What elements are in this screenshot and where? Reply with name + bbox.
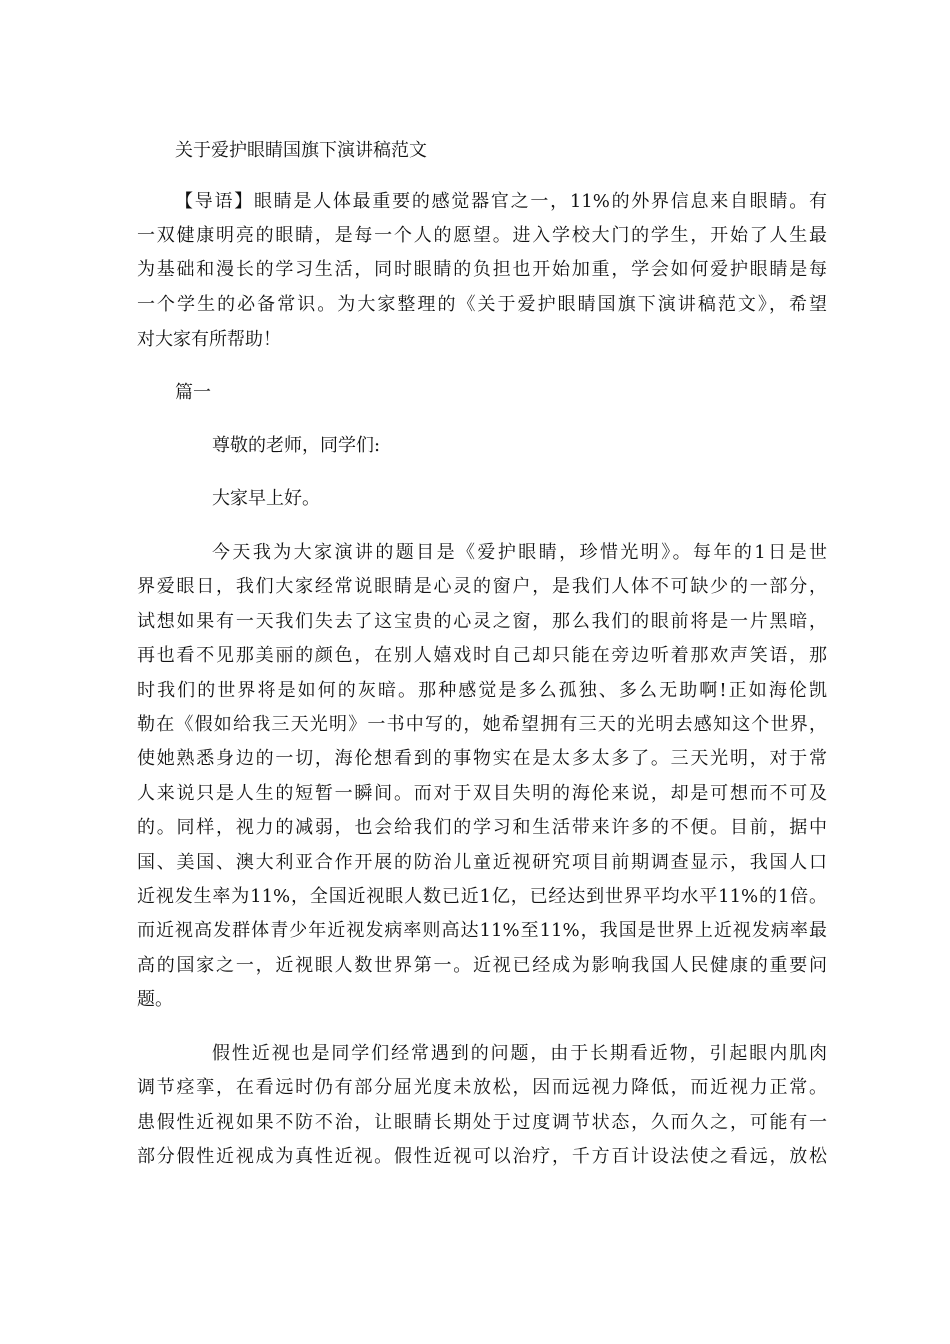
section-heading: 篇一 — [175, 382, 211, 403]
paragraph2-line: 假性近视也是同学们经常遇到的问题，由于长期看近物，引起眼内肌肉 — [212, 1043, 827, 1064]
paragraph1-line: 再也看不见那美丽的颜色，在别人嬉戏时自己却只能在旁边听着那欢声笑语，那 — [137, 645, 827, 666]
intro-line: 【导语】眼睛是人体最重要的感觉器官之一，11%的外界信息来自眼睛。有 — [175, 191, 827, 212]
paragraph1-line: 时我们的世界将是如何的灰暗。那种感觉是多么孤独、多么无助啊!正如海伦凯 — [137, 680, 827, 701]
salutation: 尊敬的老师，同学们: — [212, 435, 381, 456]
paragraph1-line: 试想如果有一天我们失去了这宝贵的心灵之窗，那么我们的眼前将是一片黑暗， — [137, 611, 827, 632]
paragraph1-line: 的。同样，视力的减弱，也会给我们的学习和生活带来许多的不便。目前，据中 — [137, 817, 827, 838]
paragraph1-line: 高的国家之一，近视眼人数世界第一。近视已经成为影响我国人民健康的重要问 — [137, 955, 827, 976]
paragraph2-line: 调节痉挛，在看远时仍有部分屈光度未放松，因而远视力降低，而近视力正常。 — [137, 1077, 827, 1098]
paragraph1-line: 题。 — [137, 989, 173, 1010]
paragraph1-line: 国、美国、澳大利亚合作开展的防治儿童近视研究项目前期调查显示，我国人口 — [137, 852, 827, 873]
document-title: 关于爱护眼睛国旗下演讲稿范文 — [175, 140, 427, 161]
intro-line: 一个学生的必备常识。为大家整理的《关于爱护眼睛国旗下演讲稿范文》，希望 — [137, 294, 827, 315]
paragraph1-line: 而近视高发群体青少年近视发病率则高达11%至11%，我国是世界上近视发病率最 — [137, 920, 827, 941]
paragraph1-line: 使她熟悉身边的一切，海伦想看到的事物实在是太多太多了。三天光明，对于常 — [137, 748, 827, 769]
paragraph2-line: 部分假性近视成为真性近视。假性近视可以治疗，千方百计设法使之看远，放松 — [137, 1146, 827, 1167]
intro-line: 对大家有所帮助！ — [137, 329, 281, 350]
paragraph1-line: 今天我为大家演讲的题目是《爱护眼睛，珍惜光明》。每年的1日是世 — [212, 542, 827, 563]
intro-line: 一双健康明亮的眼睛，是每一个人的愿望。进入学校大门的学生，开始了人生最 — [137, 225, 827, 246]
paragraph1-line: 近视发生率为11%，全国近视眼人数已近1亿，已经达到世界平均水平11%的1倍。 — [137, 886, 827, 907]
paragraph1-line: 人来说只是人生的短暂一瞬间。而对于双目失明的海伦来说，却是可想而不可及 — [137, 783, 827, 804]
paragraph2-line: 患假性近视如果不防不治，让眼睛长期处于过度调节状态，久而久之，可能有一 — [137, 1112, 827, 1133]
intro-line: 为基础和漫长的学习生活，同时眼睛的负担也开始加重，学会如何爱护眼睛是每 — [137, 259, 827, 280]
greeting: 大家早上好。 — [212, 488, 320, 509]
paragraph1-line: 界爱眼日，我们大家经常说眼睛是心灵的窗户，是我们人体不可缺少的一部分， — [137, 576, 827, 597]
paragraph1-line: 勒在《假如给我三天光明》一书中写的，她希望拥有三天的光明去感知这个世界， — [137, 714, 827, 735]
